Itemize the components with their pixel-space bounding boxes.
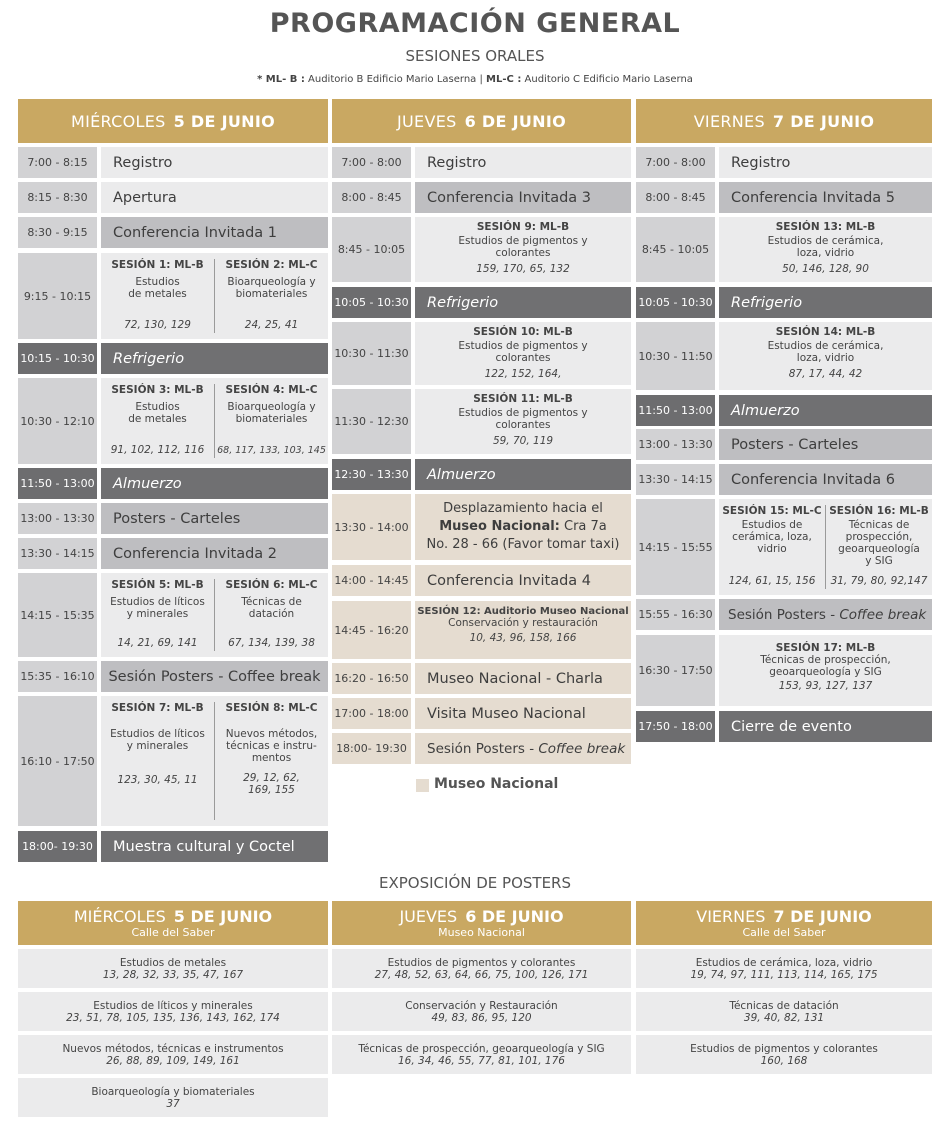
event-conferencia: Conferencia Invitada 4 [415,565,631,596]
session-topic: Estudios de cerámica, loza, vidrio [732,519,812,555]
session-numbers: 67, 134, 139, 38 [228,637,315,649]
session-numbers: 159, 170, 65, 132 [476,263,570,275]
note-ml-b-code: * ML- B : [257,74,305,85]
session-numbers: 14, 21, 69, 141 [117,637,198,649]
note-ml-c-text: Auditorio C Edificio Mario Laserna [521,74,693,85]
session-topic: Estudios de pigmentos y colorantes [458,407,588,431]
time-cell: 16:10 - 17:50 [18,696,97,826]
time-cell: 16:20 - 16:50 [332,663,411,694]
day-date: 5 DE JUNIO [173,111,275,131]
transfer-line-2 [439,518,607,536]
transfer-line-3: No. 28 - 66 (Favor tomar taxi) [426,537,620,552]
session-numbers: 72, 130, 129 [124,319,191,331]
time-cell: 8:45 - 10:05 [332,217,411,282]
session-pair [101,696,328,826]
session-card [415,322,631,385]
session-heading: SESIÓN 17: ML-B [775,642,876,654]
session-card [101,378,214,464]
legend-museo-nacional: Museo Nacional [434,776,559,792]
session-heading: SESIÓN 15: ML-C [722,505,822,517]
time-cell: 13:30 - 14:15 [636,464,715,495]
time-cell: 11:50 - 13:00 [636,395,715,426]
time-cell: 12:30 - 13:30 [332,459,411,490]
day-date: 6 DE JUNIO [465,907,564,926]
poster-numbers: 26, 88, 89, 109, 149, 161 [106,1054,240,1067]
time-cell: 13:00 - 13:30 [636,429,715,460]
note-ml-c-code: ML-C : [486,74,522,85]
event-visita-museo: Visita Museo Nacional [415,698,631,729]
event-refrigerio: Refrigerio [101,343,328,374]
event-cierre: Cierre de evento [719,711,932,742]
session-numbers: 31, 79, 80, 92,147 [830,575,928,587]
poster-group [18,949,328,988]
session-topic: Estudios de cerámica, loza, vidrio [767,340,884,364]
poster-group [18,1035,328,1074]
session-card [215,378,328,464]
session-topic: Estudios de cerámica, loza, vidrio [767,235,884,259]
session-heading: SESIÓN 4: ML-C [225,384,318,396]
expo-day [74,907,272,926]
poster-group [332,949,631,988]
time-cell: 15:55 - 16:30 [636,599,715,630]
day-header-wed [18,99,328,143]
session-heading: SESIÓN 1: ML-B [111,259,204,271]
session-card [415,217,631,282]
expo-place: Museo Nacional [438,926,525,939]
event-museo-charla: Museo Nacional - Charla [415,663,631,694]
session-heading: SESIÓN 6: ML-C [225,579,318,591]
poster-group [18,992,328,1031]
event-label-italic: Coffee break [538,740,626,757]
session-heading: SESIÓN 9: ML-B [476,221,570,233]
session-card [101,573,214,657]
session-card [415,389,631,454]
poster-numbers: 23, 51, 78, 105, 135, 136, 143, 162, 174 [66,1011,280,1024]
event-conferencia: Conferencia Invitada 6 [719,464,932,495]
time-cell: 8:15 - 8:30 [18,182,97,213]
session-topic: Estudios de metales [128,401,187,425]
expo-place: Calle del Saber [131,926,215,939]
event-coffee-break: Sesión Posters - Coffee break [101,661,328,692]
event-conferencia: Conferencia Invitada 3 [415,182,631,213]
time-cell: 18:00- 19:30 [18,831,97,862]
event-posters: Posters - Carteles [719,429,932,460]
session-card [719,499,825,595]
session-pair [101,253,328,339]
time-cell: 17:50 - 18:00 [636,711,715,742]
session-heading: SESIÓN 8: ML-C [225,702,318,714]
session-numbers: 122, 152, 164, [484,368,562,380]
venue-note [0,74,950,85]
poster-topic: Estudios de pigmentos y colorantes [690,1042,878,1055]
day-name: JUEVES [399,907,458,926]
day-name: JUEVES [397,111,457,131]
session-card [215,253,328,339]
session-heading: SESIÓN 5: ML-B [111,579,204,591]
session-numbers: 91, 102, 112, 116 [110,444,205,456]
session-numbers: 153, 93, 127, 137 [778,680,873,692]
poster-numbers: 49, 83, 86, 95, 120 [431,1011,532,1024]
poster-group [18,1078,328,1117]
time-cell: 11:30 - 12:30 [332,389,411,454]
event-label-italic: Coffee break [839,606,927,623]
event-apertura: Apertura [101,182,328,213]
session-pair [101,378,328,464]
poster-numbers: 160, 168 [760,1054,808,1067]
time-cell: 10:30 - 12:10 [18,378,97,464]
day-name: MIÉRCOLES [71,111,166,131]
poster-topic: Técnicas de datación [729,999,839,1012]
event-registro: Registro [101,147,328,178]
time-cell: 14:15 - 15:35 [18,573,97,657]
event-label: Sesión Posters - [427,740,539,757]
note-ml-b-text: Auditorio B Edificio Mario Laserna | [304,74,487,85]
day-date: 7 DE JUNIO [772,111,875,131]
session-numbers: 87, 17, 44, 42 [788,368,863,380]
session-heading: SESIÓN 13: ML-B [775,221,876,233]
event-conferencia: Conferencia Invitada 2 [101,538,328,569]
poster-numbers: 27, 48, 52, 63, 64, 66, 75, 100, 126, 171 [374,968,589,981]
event-desplazamiento [415,494,631,560]
poster-numbers: 13, 28, 32, 33, 35, 47, 167 [102,968,244,981]
session-topic: Nuevos métodos, técnicas e instru- mentos [225,728,318,764]
poster-group [636,992,932,1031]
session-card [719,217,932,282]
session-topic: Técnicas de datación [241,596,302,620]
poster-topic: Estudios de metales [119,956,227,969]
time-cell: 10:30 - 11:30 [332,322,411,385]
session-topic: Estudios de líticos y minerales [110,596,205,620]
time-cell: 10:05 - 10:30 [636,287,715,318]
time-cell: 10:30 - 11:50 [636,322,715,390]
expo-place: Calle del Saber [742,926,826,939]
time-cell: 7:00 - 8:00 [636,147,715,178]
session-heading: SESIÓN 7: ML-B [111,702,204,714]
session-numbers: 10, 43, 96, 158, 166 [469,632,577,644]
page-subtitle: SESIONES ORALES [405,47,545,65]
day-name: VIERNES [693,111,765,131]
time-cell: 18:00- 19:30 [332,733,411,764]
session-topic: Bioarqueología y biomateriales [227,276,316,300]
poster-group [636,1035,932,1074]
time-cell: 17:00 - 18:00 [332,698,411,729]
session-topic: Estudios de metales [128,276,187,300]
session-card [101,253,214,339]
museum-name: Museo Nacional: [439,519,560,534]
poster-numbers: 39, 40, 82, 131 [743,1011,825,1024]
session-heading: SESIÓN 2: ML-C [225,259,318,271]
event-registro: Registro [719,147,932,178]
session-topic: Técnicas de prospección, geoarqueología y SIG [760,654,891,678]
day-date: 5 DE JUNIO [173,907,273,926]
event-almuerzo: Almuerzo [101,468,328,499]
session-card [415,601,631,659]
time-cell: 13:30 - 14:15 [18,538,97,569]
session-numbers: 50, 146, 128, 90 [782,263,869,275]
time-cell: 13:00 - 13:30 [18,503,97,534]
session-numbers: 123, 30, 45, 11 [117,774,198,786]
day-name: VIERNES [696,907,766,926]
time-cell: 8:00 - 8:45 [636,182,715,213]
expo-title: EXPOSICIÓN DE POSTERS [379,874,571,892]
event-coffee-break [415,733,631,764]
session-topic: Estudios de líticos y minerales [110,728,205,752]
poster-group [636,949,932,988]
time-cell: 14:45 - 16:20 [332,601,411,659]
event-refrigerio: Refrigerio [719,287,932,318]
session-heading: SESIÓN 14: ML-B [775,326,876,338]
session-numbers: 24, 25, 41 [244,319,299,331]
expo-header-thu [332,901,631,945]
day-header-fri [636,99,932,143]
poster-topic: Conservación y Restauración [405,999,558,1012]
time-cell: 14:00 - 14:45 [332,565,411,596]
time-cell: 7:00 - 8:00 [332,147,411,178]
session-card [215,573,328,657]
page-title: PROGRAMACIÓN GENERAL [269,8,681,39]
session-numbers: 68, 117, 133, 103, 145 [217,445,326,456]
event-conferencia: Conferencia Invitada 1 [101,217,328,248]
event-almuerzo: Almuerzo [415,459,631,490]
session-topic: Estudios de pigmentos y colorantes [458,235,588,259]
session-heading: SESIÓN 10: ML-B [473,326,573,338]
time-cell: 8:00 - 8:45 [332,182,411,213]
expo-day [399,907,563,926]
event-registro: Registro [415,147,631,178]
session-heading: SESIÓN 3: ML-B [111,384,204,396]
time-cell: 10:15 - 10:30 [18,343,97,374]
time-cell: 16:30 - 17:50 [636,635,715,706]
session-pair [719,499,932,595]
day-date: 7 DE JUNIO [773,907,872,926]
transfer-line-1: Desplazamiento hacia el [443,501,603,516]
day-date: 6 DE JUNIO [464,111,566,131]
session-topic: Estudios de pigmentos y colorantes [458,340,588,364]
event-conferencia: Conferencia Invitada 5 [719,182,932,213]
session-card [826,499,932,595]
session-topic: Técnicas de prospección, geoarqueología y SIG [838,519,920,567]
session-heading: SESIÓN 16: ML-B [829,505,929,517]
event-coffee-break [719,599,932,630]
expo-header-fri [636,901,932,945]
expo-header-wed [18,901,328,945]
event-label: Sesión Posters - [728,606,840,623]
event-muestra-cultural: Muestra cultural y Coctel [101,831,328,862]
day-name: MIÉRCOLES [73,907,166,926]
time-cell: 11:50 - 13:00 [18,468,97,499]
museum-address: Cra 7a [559,519,607,534]
poster-topic: Técnicas de prospección, geoarqueología y SIG [358,1042,605,1055]
poster-group [332,1035,631,1074]
time-cell: 14:15 - 15:55 [636,499,715,595]
time-cell: 7:00 - 8:15 [18,147,97,178]
time-cell: 9:15 - 10:15 [18,253,97,339]
poster-group [332,992,631,1031]
session-card [215,696,328,826]
session-numbers: 124, 61, 15, 156 [728,575,816,587]
session-card [719,322,932,390]
session-card [101,696,214,826]
poster-topic: Nuevos métodos, técnicas e instrumentos [62,1042,284,1055]
session-heading: SESIÓN 11: ML-B [473,393,573,405]
event-refrigerio: Refrigerio [415,287,631,318]
poster-topic: Estudios de pigmentos y colorantes [387,956,576,969]
legend-swatch [416,779,429,792]
session-topic: Bioarqueología y biomateriales [227,401,316,425]
session-pair [101,573,328,657]
poster-topic: Estudios de cerámica, loza, vidrio [695,956,873,969]
time-cell: 8:30 - 9:15 [18,217,97,248]
event-posters: Posters - Carteles [101,503,328,534]
session-heading: SESIÓN 12: Auditorio Museo Nacional [417,606,629,617]
time-cell: 10:05 - 10:30 [332,287,411,318]
day-header-thu [332,99,631,143]
poster-numbers: 16, 34, 46, 55, 77, 81, 101, 176 [398,1054,565,1067]
time-cell: 8:45 - 10:05 [636,217,715,282]
poster-numbers: 37 [166,1097,180,1110]
session-numbers: 29, 12, 62, 169, 155 [243,772,300,796]
session-card [719,635,932,706]
time-cell: 15:35 - 16:10 [18,661,97,692]
session-topic: Conservación y restauración [448,617,598,629]
event-almuerzo: Almuerzo [719,395,932,426]
poster-topic: Bioarqueología y biomateriales [91,1085,255,1098]
session-numbers: 59, 70, 119 [492,435,554,447]
time-cell: 13:30 - 14:00 [332,494,411,560]
poster-topic: Estudios de líticos y minerales [93,999,253,1012]
expo-day [696,907,872,926]
poster-numbers: 19, 74, 97, 111, 113, 114, 165, 175 [690,968,878,981]
